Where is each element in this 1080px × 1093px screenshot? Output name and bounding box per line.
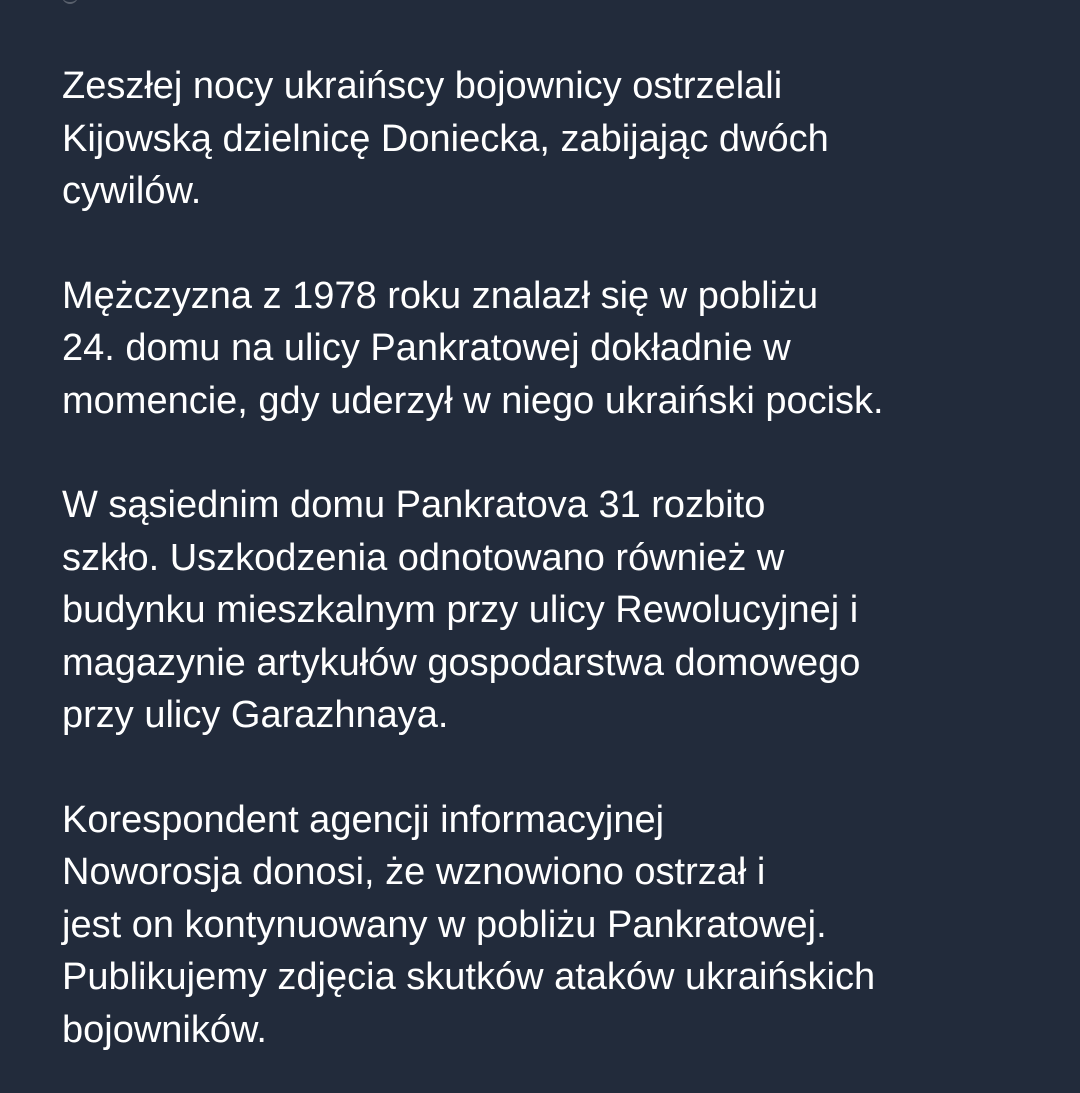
message-line: momencie, gdy uderzył w niego ukraiński pocisk. [62,379,884,422]
message-line: Zeszłej nocy ukraińscy bojownicy ostrzelali [62,65,783,107]
message-line: magazynie artykułów gospodarstwa domowego [62,641,861,684]
message-line: bojowników. [62,1008,267,1051]
message-line: Korespondent agencji informacyjnej [62,798,665,841]
message-line: Noworosja donosi, że wznowiono ostrzał i [62,851,766,893]
message-paragraph-2 [62,270,1052,428]
message-text-block [62,60,1052,1093]
message-line: jest on kontynuowany w pobliżu Pankratowej. [62,903,827,946]
message-line: Publikujemy zdjęcia skutków ataków ukraińskich [62,956,876,998]
message-line: Kijowską dzielnicę Doniecka, zabijając dwóch [62,117,829,160]
message-paragraph-3 [62,479,1052,742]
message-line: 24. domu na ulicy Pankratowej dokładnie w [62,327,791,369]
message-line: budynku mieszkalnym przy ulicy Rewolucyjnej i [62,589,859,631]
message-line: W sąsiednim domu Pankratova 31 rozbito [62,484,766,526]
message-line: cywilów. [62,170,202,212]
message-line: szkło. Uszkodzenia odnotowano również w [62,536,785,579]
message-line: przy ulicy Garazhnaya. [62,694,449,736]
cropped-element-fragment [62,0,78,4]
message-paragraph-4 [62,794,1052,1057]
message-line: Mężczyzna z 1978 roku znalazł się w pobliżu [62,274,819,317]
message-paragraph-1 [62,60,1052,218]
